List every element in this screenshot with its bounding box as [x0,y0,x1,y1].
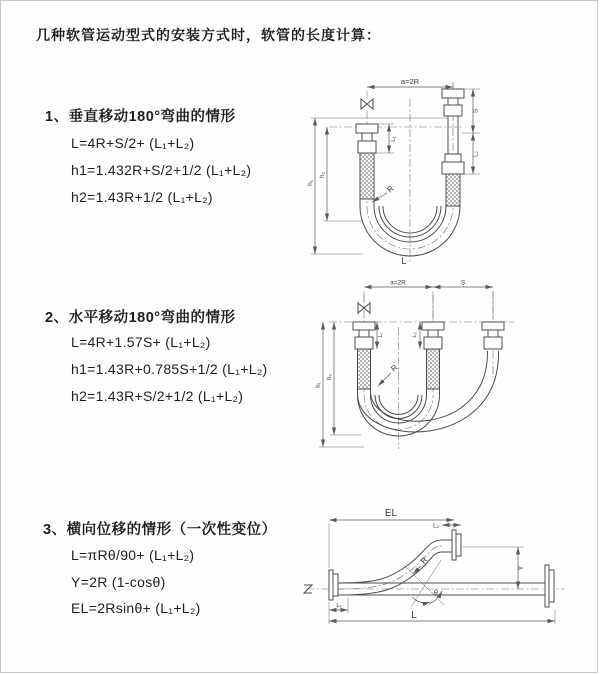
radius-label: R [418,555,430,566]
section-1-formula-h1: h1=1.432R+S/2+1/2 (L₁+L₂) [71,162,252,178]
diagram-horizontal-180-bend [309,277,591,459]
braided-hose [360,153,374,199]
dim-label-h2: h₂ [319,171,326,179]
radius-label: R [389,362,400,374]
section-1-formula-h2: h2=1.43R+1/2 (L₁+L₂) [71,189,213,205]
right-flange [545,565,554,607]
section-3-formula-Y: Y=2R (1-cosθ) [71,574,166,590]
length-label: L [411,610,417,621]
angle-label: θ [434,590,438,597]
section-2-heading: 2、水平移动180°弯曲的情形 [45,310,236,326]
dim-label-h1: h₁ [316,382,322,388]
dimensions [329,508,555,624]
left-flange [329,570,338,600]
section-3-formula-L: L=πRθ/90+ (L₁+L₂) [71,547,195,563]
dimensions-top [364,280,493,321]
dim-label-a2r: a=2R [400,77,420,86]
section-2-formula-L: L=4R+1.57S+ (L₁+L₂) [71,334,211,350]
dim-label-a2r: a=2R [390,279,406,287]
dim-label-l2: L₂ [473,151,480,157]
section-1-heading: 1、垂直移动180°弯曲的情形 [45,109,236,125]
dim-label-l1: L₁ [391,136,397,142]
diagram-vertical-180-bend [301,71,591,268]
left-pipe [353,322,375,389]
dim-label-l2: L₂ [412,332,418,338]
upper-flange [452,530,461,560]
dim-label-y: Y [518,565,525,571]
dim-label-s: S [460,279,466,287]
dim-label-el: EL [384,508,398,519]
dim-label-l1: L₁ [378,332,384,338]
dim-label-l2: L₂ [433,523,439,530]
s-curve-hose [338,540,452,595]
diagram-lateral-displacement [296,498,591,656]
dim-label-h1: h₁ [307,180,314,186]
radius-label: R [385,183,396,195]
valve-icon [361,99,373,109]
middle-pipe [422,322,444,389]
dim-label-h2: h₂ [327,374,333,380]
dim-label-s: S [472,108,480,114]
section-2-formula-h2: h2=1.43R+S/2+1/2 (L₁+L₂) [71,388,244,404]
page-title: 几种软管运动型式的安装方式时，软管的长度计算： [36,27,381,43]
section-2-formula-h1: h1=1.43R+0.785S+1/2 (L₁+L₂) [71,361,268,377]
right-pipe [482,322,504,349]
section-1-formula-L: L=4R+S/2+ (L₁+L₂) [71,135,195,151]
length-label: L [401,256,407,266]
section-3-heading: 3、横向位移的情形（一次性变位） [43,522,277,538]
braided-hose [358,349,371,389]
braided-hose [427,349,440,389]
braided-hose [446,174,460,206]
section-3-formula-EL: EL=2Rsinθ+ (L₁+L₂) [71,600,201,616]
dim-label-l1: L₁ [336,603,342,609]
